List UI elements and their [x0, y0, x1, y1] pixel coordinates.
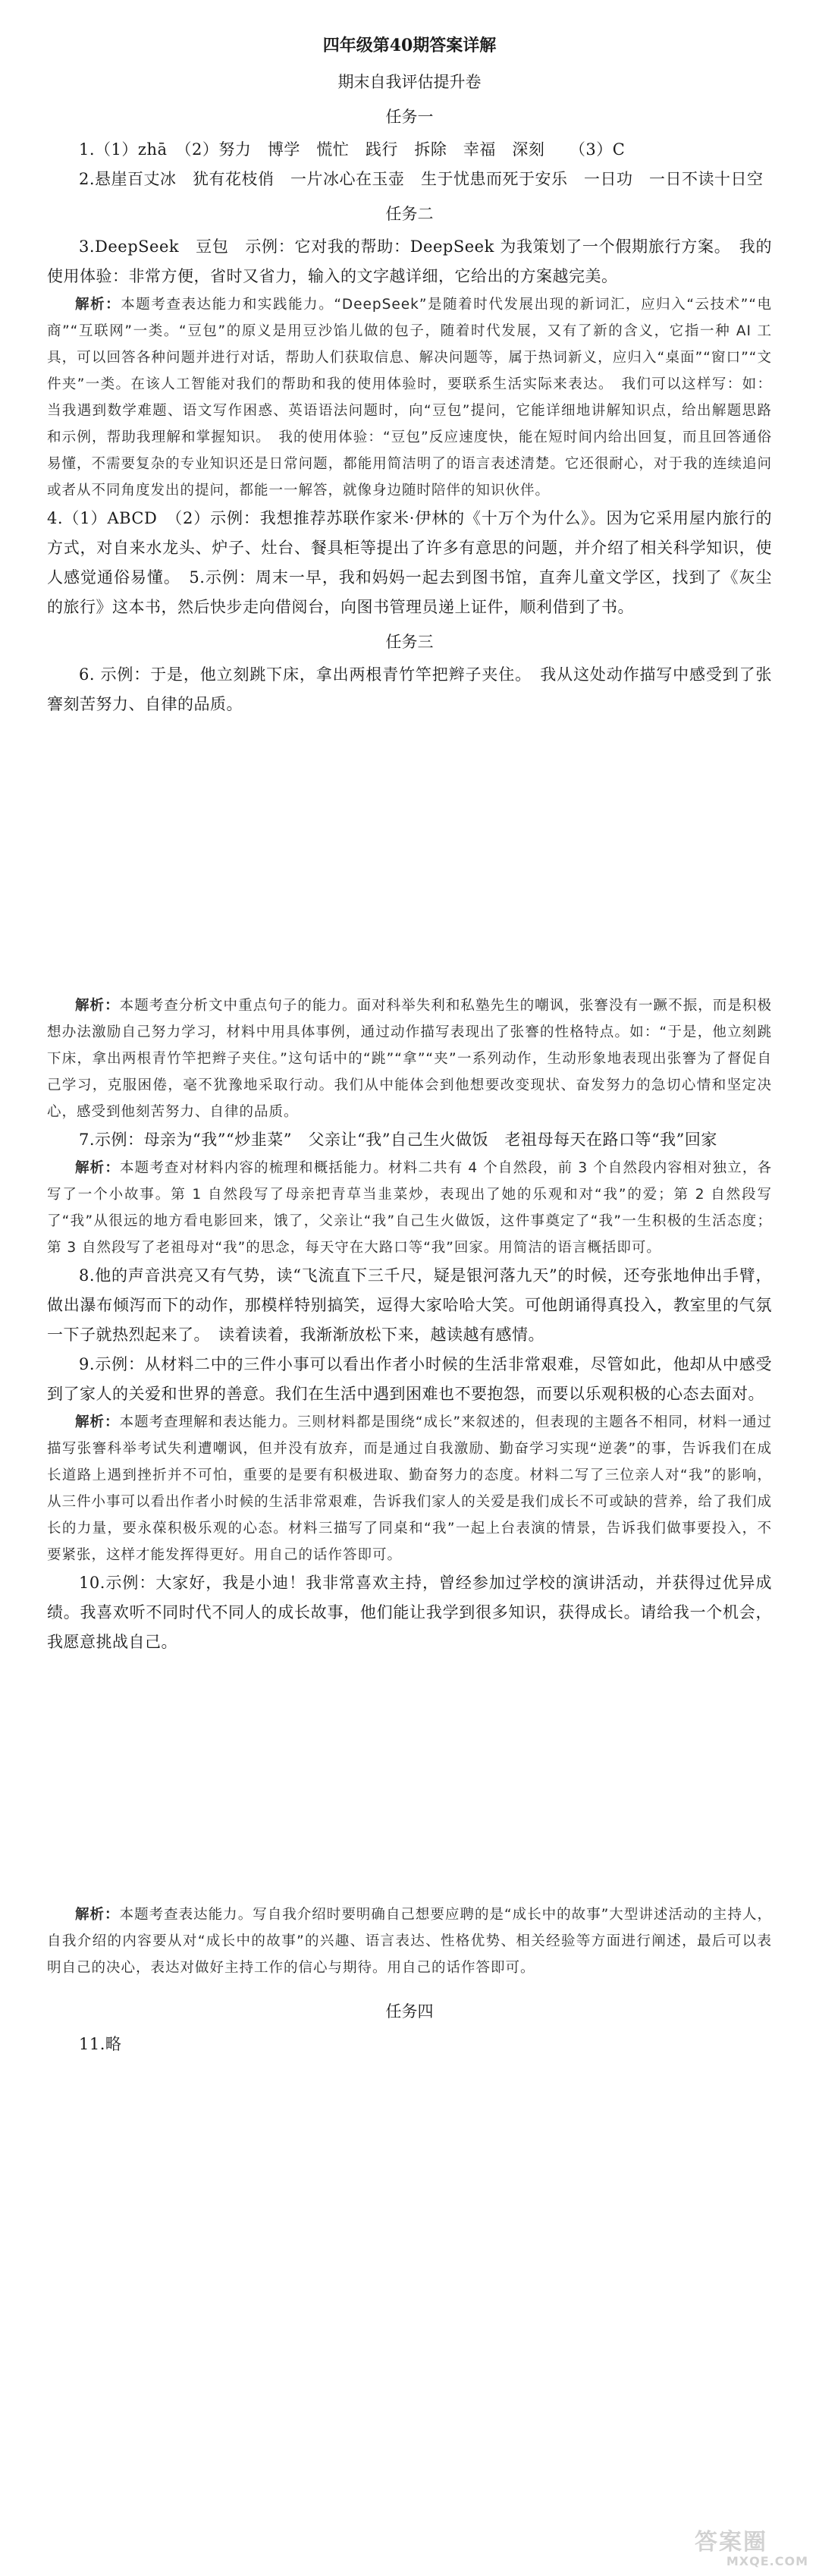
watermark-main-text: 答案圈 [695, 2529, 767, 2556]
answer-q7: 7.示例：母亲为“我”“炒韭菜” 父亲让“我”自己生火做饭 老祖母每天在路口等“我”回家 [79, 1131, 717, 1149]
answer-q4-q5: 4.（1）ABCD （2）示例：我想推荐苏联作家米·伊林的《十万个为什么》。因为它采用屋内旅行的方式，对自来水龙头、炉子、灶台、餐具柜等提出了许多有意思的问题，并介绍了相关科学知识，使人感觉通俗易懂。 5.示例：周末一早，我和妈妈一起去到图书馆，直奔儿童文学区，找到了《灰尘的旅行》这本书，然后快步走向借阅台，向图书管理员递上证件，顺利借到了书。 [47, 509, 772, 616]
analysis-label: 解析： [75, 297, 121, 313]
analysis-text: 本题考查分析文中重点句子的能力。面对科举失利和私塾先生的嘲讽，张謇没有一蹶不振，而是积极想办法激励自己努力学习，材料中用具体事例，通过动作描写表现出了张謇的性格特点。如：“于是，他立刻跳下床，拿出两根青竹竿把辫子夹住。”这句话中的“跳”“拿”“夹”一系列动作，生动形象地表现出张謇为了督促自己学习，克服困倦，毫不犹豫地采取行动。我们从中能体会到他想要改变现状、奋发努力的急切心情和坚定决心，感受到他刻苦努力、自律的品质。 [47, 998, 772, 1120]
spacer [47, 1981, 772, 1992]
blank-space [47, 1657, 772, 1901]
analysis-label: 解析： [75, 1414, 120, 1430]
answer-q11: 11.略 [79, 2035, 122, 2053]
task3-heading: 任务三 [385, 633, 434, 651]
task4-heading: 任务四 [385, 2002, 434, 2021]
analysis-q6 [47, 992, 772, 1125]
answer-q9: 9.示例：从材料二中的三件小事可以看出作者小时候的生活非常艰难，尽管如此，他却从中感受到了家人的关爱和世界的善意。我们在生活中遇到困难也不要抱怨，而要以乐观积极的心态去面对。 [47, 1355, 772, 1403]
watermark-sub-text: MXQE.COM [726, 2554, 808, 2568]
analysis-text: 本题考查表达能力和实践能力。“DeepSeek”是随着时代发展出现的新词汇，应归入“云技术”“电商”“互联网”一类。“豆包”的原义是用豆沙馅儿做的包子，随着时代发展，又有了新的含义，它指一种 AI 工具，可以回答各种问题并进行对话，帮助人们获取信息、解决问题等，属于热词新义，应归入“桌面”“窗口”“文件夹”一类。在该人工智能对我们的帮助和我的使用体验时，要联系生活实际来表达。 我们可以这样写：如：当我遇到数学难题、语文写作困惑、英语语法问题时，向“豆包”提问，它能详细地讲解知识点，给出解题思路和示例，帮助我理解和掌握知识。 我的使用体验：“豆包”反应速度快，能在短时间内给出回复，而且回答通俗易懂，不需要复杂的专业知识还是日常问题，都能用简洁明了的语言表述清楚。它还很耐心，对于我的连续追问或者从不同角度发出的提问，都能一一解答，就像身边随时陪伴的知识伙伴。 [47, 297, 772, 499]
blank-space [47, 719, 772, 992]
page-title: 四年级第40期答案详解 [322, 36, 497, 55]
answer-q1: 1.（1）zhā （2）努力 博学 慌忙 践行 拆除 幸福 深刻 （3）C [79, 140, 626, 159]
analysis-text: 本题考查表达能力。写自我介绍时要明确自己想要应聘的是“成长中的故事”大型讲述活动的主持人，自我介绍的内容要从对“成长中的故事”的兴趣、语言表达、性格优势、相关经验等方面进行阐述，最后可以表明自己的决心，表达对做好主持工作的信心与期待。用自己的话作答即可。 [47, 1907, 772, 1976]
site-watermark-logo [695, 2523, 808, 2568]
analysis-q3 [47, 291, 772, 504]
analysis-q7 [47, 1155, 772, 1261]
analysis-q10 [47, 1901, 772, 1981]
analysis-q9 [47, 1409, 772, 1568]
task1-heading: 任务一 [385, 108, 434, 126]
task2-heading: 任务二 [385, 205, 434, 223]
answer-q2: 2.悬崖百丈冰 犹有花枝俏 一片冰心在玉壶 生于忧患而死于安乐 一日功 一日不读十日空 [79, 170, 764, 188]
analysis-label: 解析： [75, 998, 120, 1014]
analysis-label: 解析： [75, 1907, 120, 1923]
page-subtitle: 期末自我评估提升卷 [337, 73, 482, 91]
answer-q10: 10.示例：大家好，我是小迪！我非常喜欢主持，曾经参加过学校的演讲活动，并获得过优异成绩。我喜欢听不同时代不同人的成长故事，他们能让我学到很多知识，获得成长。请给我一个机会，我愿意挑战自己。 [47, 1574, 772, 1651]
answer-q8: 8.他的声音洪亮又有气势，读“飞流直下三千尺，疑是银河落九天”的时候，还夸张地伸出手臂，做出瀑布倾泻而下的动作，那模样特别搞笑，逗得大家哈哈大笑。可他朗诵得真投入，教室里的气氛一下子就热烈起来了。 读着读着，我渐渐放松下来，越读越有感情。 [47, 1266, 772, 1344]
answer-q3: 3.DeepSeek 豆包 示例：它对我的帮助：DeepSeek 为我策划了一个假期旅行方案。 我的使用体验：非常方便，省时又省力，输入的文字越详细，它给出的方案越完美。 [47, 237, 772, 285]
answer-q6: 6. 示例：于是，他立刻跳下床，拿出两根青竹竿把辫子夹住。 我从这处动作描写中感受到了张謇刻苦努力、自律的品质。 [47, 665, 772, 713]
analysis-text: 本题考查理解和表达能力。三则材料都是围绕“成长”来叙述的，但表现的主题各不相同，材料一通过描写张謇科举考试失利遭嘲讽，但并没有放弃，而是通过自我激励、勤奋学习实现“逆袭”的事，告诉我们在成长道路上遇到挫折并不可怕，重要的是要有积极进取、勤奋努力的态度。材料二写了三位亲人对“我”的影响，从三件小事可以看出作者小时候的生活非常艰难，告诉我们家人的关爱是我们成长不可或缺的营养，给了我们成长的力量，要永葆积极乐观的心态。材料三描写了同桌和“我”一起上台表演的情景，告诉我们做事要投入，不要紧张，这样才能发挥得更好。用自己的话作答即可。 [47, 1414, 772, 1563]
analysis-label: 解析： [75, 1160, 121, 1176]
analysis-text: 本题考查对材料内容的梳理和概括能力。材料二共有 4 个自然段，前 3 个自然段内容相对独立，各写了一个小故事。第 1 自然段写了母亲把青草当韭菜炒，表现出了她的乐观和对“我”的爱；第 2 自然段写了“我”从很远的地方看电影回来，饿了，父亲让“我”自己生火做饭，这件事奠定了“我”一生积极的生活态度；第 3 自然段写了老祖母对“我”的思念，每天守在大路口等“我”回家。用简洁的语言概括即可。 [47, 1160, 772, 1256]
